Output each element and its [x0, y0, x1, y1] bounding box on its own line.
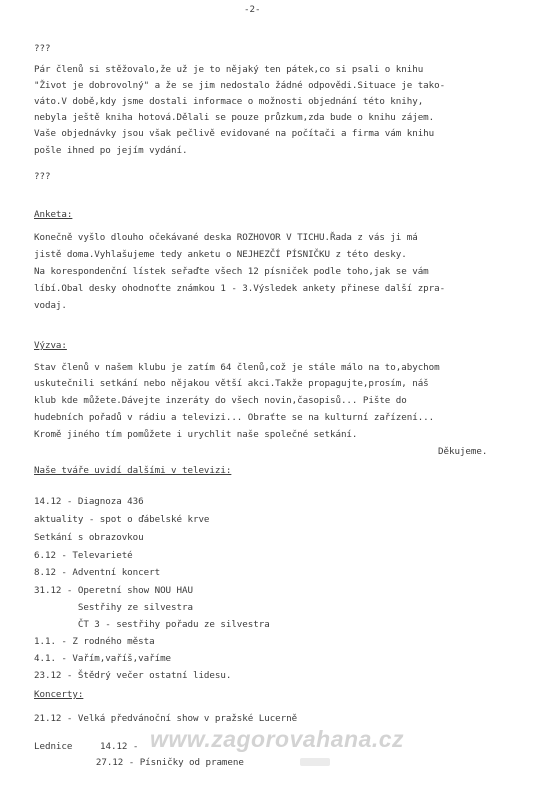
text-line: Stav členů v našem klubu je zatím 64 členů,což je stále málo na to,abychom	[34, 362, 440, 373]
ink-smudge	[300, 758, 330, 766]
text-line: pošle ihned po jejím vydání.	[34, 145, 188, 156]
text-line: Na korespondenční lístek seřaďte všech 12 písniček podle toho,jak se vám	[34, 266, 429, 277]
text-line: líbí.Obal desky ohodnoťte známkou 1 - 3.Výsledek ankety přinese další zpra-	[34, 283, 446, 294]
list-item: 21.12 - Velká předvánoční show v pražské Lucerně	[34, 713, 298, 724]
list-item: 23.12 - Štědrý večer ostatní lidesu.	[34, 670, 232, 681]
list-item: 31.12 - Operetní show NOU HAU	[34, 585, 193, 596]
section-heading-tv: Naše tváře uvidí dalšími v televizi:	[34, 465, 232, 476]
list-item: 4.1. - Vařím,vaříš,vaříme	[34, 653, 172, 664]
text-line: uskutečnili setkání nebo nějakou větší akci.Takže propagujte,prosím, náš	[34, 378, 429, 389]
text-line: jistě doma.Vyhlašujeme tedy anketu o NEJHEZČÍ PÍSNIČKU z této desky.	[34, 249, 407, 260]
page-number: -2-	[244, 4, 261, 15]
list-item: 14.12 -	[100, 741, 139, 752]
text-line: Kromě jiného tím pomůžete i urychlit naše společné setkání.	[34, 429, 358, 440]
text-line: Konečně vyšlo dlouho očekávané deska ROZHOVOR V TICHU.Řada z vás ji má	[34, 232, 418, 243]
text-line: váto.V době,kdy jsme dostali informace o možnosti objednání této knihy,	[34, 96, 424, 107]
list-item: Sestřihy ze silvestra	[34, 602, 193, 613]
partial-label: Lednice	[34, 741, 73, 752]
text-line: nebyla ještě kniha hotová.Dělali se pouze průzkum,zda bude o knihu zájem.	[34, 112, 435, 123]
text-line: vodaj.	[34, 300, 67, 311]
list-item: 6.12 - Televarieté	[34, 550, 133, 561]
list-item: 27.12 - Písničky od pramene	[52, 757, 244, 768]
question-marks: ???	[34, 171, 51, 182]
section-heading-vyzva: Výzva:	[34, 340, 67, 351]
list-item: 1.1. - Z rodného města	[34, 636, 155, 647]
site-watermark: www.zagorovahana.cz	[150, 726, 405, 752]
thanks-signoff: Děkujeme.	[438, 446, 488, 457]
text-line: Vaše objednávky jsou však pečlivě evidované na počítači a firma vám knihu	[34, 128, 435, 139]
text-line: hudebních pořadů v rádiu a televizi... Obraťte se na kulturní zařízení...	[34, 412, 435, 423]
section-heading-anketa: Anketa:	[34, 209, 73, 220]
list-item: 8.12 - Adventní koncert	[34, 567, 161, 578]
list-item: 14.12 - Diagnoza 436	[34, 496, 144, 507]
section-heading-concerts: Koncerty:	[34, 689, 84, 700]
list-item: Setkání s obrazovkou	[34, 532, 144, 543]
text-line: "Život je dobrovolný" a že se jim nedostalo žádné odpovědi.Situace je tako-	[34, 80, 446, 91]
question-marks: ???	[34, 43, 51, 54]
text-line: klub kde můžete.Dávejte inzeráty do všech novin,časopisů... Pište do	[34, 395, 407, 406]
text-line: Pár členů si stěžovalo,že už je to nějaký ten pátek,co si psali o knihu	[34, 64, 424, 75]
list-item: ČT 3 - sestřihy pořadu ze silvestra	[34, 619, 270, 630]
list-item: aktuality - spot o ďábelské krve	[34, 514, 210, 525]
